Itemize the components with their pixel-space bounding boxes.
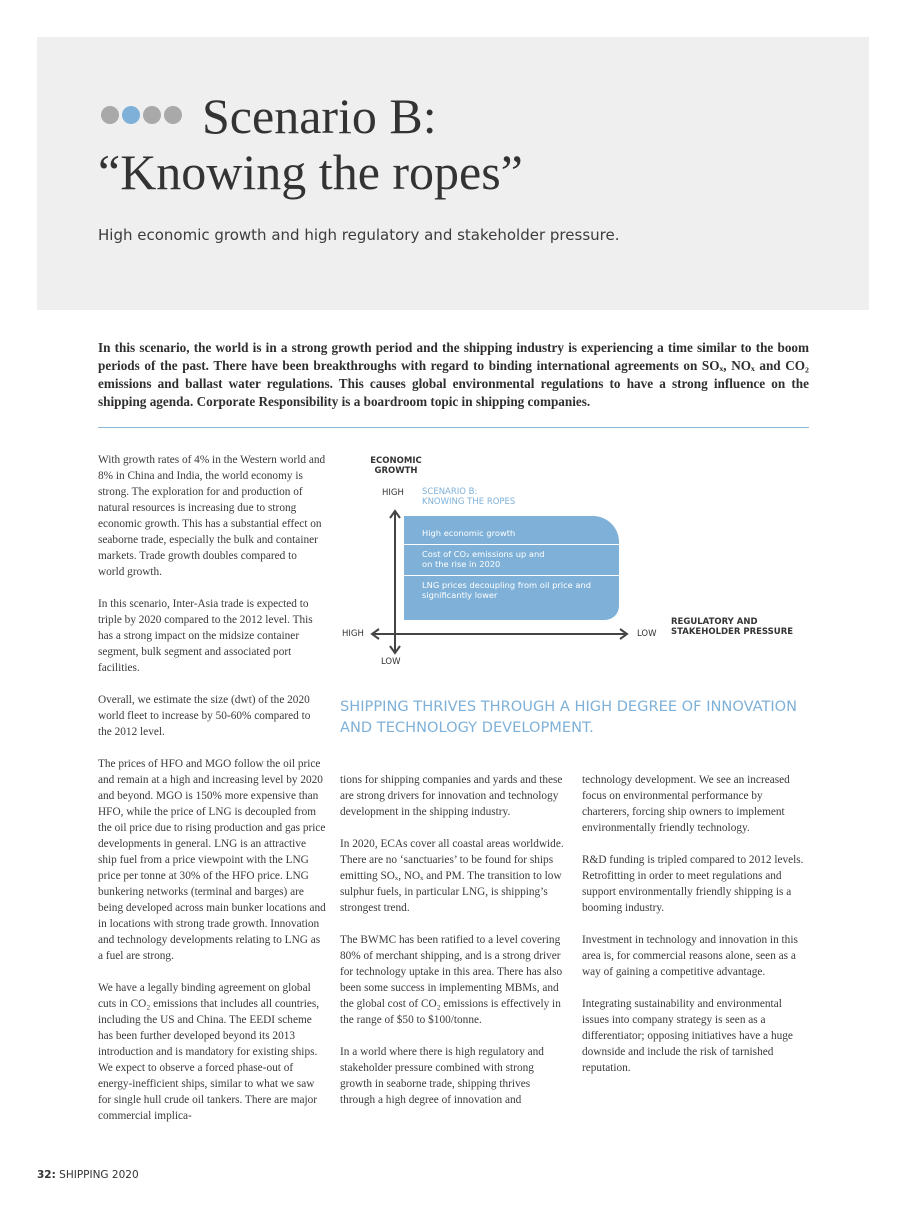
y-axis-high-label: HIGH	[382, 488, 404, 498]
scenario-separator	[404, 575, 619, 576]
paragraph: Overall, we estimate the size (dwt) of the 2020 world fleet to increase by 50-60% compared to the 2012 level.	[98, 694, 311, 738]
paragraph: In 2020, ECAs cover all coastal areas worldwide. There are no ‘sanctuaries’ to be found for ships emitting SOₓ, NOₓ and PM. The transition to low sulphur fuels, in particular LNG, is shipping’s strongest trend.	[340, 838, 564, 914]
page-footer	[37, 1169, 139, 1181]
scenario-box	[404, 516, 619, 620]
paragraph: R&D funding is tripled compared to 2012 levels. Retrofitting in order to meet regulations and support environmentally friendly shipping is a booming industry.	[582, 854, 804, 914]
page-title	[98, 88, 523, 200]
scenario-point: Cost of CO₂ emissions up and on the rise in 2020	[422, 549, 545, 569]
paragraph: The prices of HFO and MGO follow the oil price and remain at a high and increasing level by 2020 and beyond. MGO is 150% more expensive than HFO, while the price of LNG is decoupled from the oil price due to rising production and gas price developments in general. LNG is an attractive ship fuel from a price viewpoint with the LNG price per tonne at 30% of the HFO price. LNG bunkering networks (terminal and barges) are being developed across main bunker locations and in locations with strong trade growth. Innovation and technology developments relating to LNG as a fuel are strong.	[98, 758, 326, 962]
x-axis-high-label: HIGH	[342, 629, 364, 639]
scenario-separator	[404, 544, 619, 545]
paragraph: With growth rates of 4% in the Western world and 8% in China and India, the world economy is strong. The exploration for and production of natural resources is increasing due to strong economic growth. This has a substantial effect on seaborne trade, especially the bulk and container markets. Trade growth doubles compared to world growth.	[98, 454, 326, 578]
paragraph: In this scenario, Inter-Asia trade is expected to triple by 2020 compared to the 2012 level. This has a strong impact on the midsize container segment, bulk segment and associated port facilities.	[98, 598, 313, 674]
page-subtitle: High economic growth and high regulatory and stakeholder pressure.	[98, 226, 620, 244]
pull-quote: SHIPPING THRIVES THROUGH A HIGH DEGREE OF INNOVATION AND TECHNOLOGY DEVELOPMENT.	[340, 698, 798, 736]
column-3	[582, 772, 810, 1092]
paragraph: The BWMC has been ratified to a level covering 80% of merchant shipping, and is a strong driver for technology uptake in this area. There has also been some success in implementing MBMs, and the global cost of CO₂ emissions is effectively in the range of $50 to $100/tonne.	[340, 934, 563, 1026]
scenario-point: LNG prices decoupling from oil price and significantly lower	[422, 580, 591, 600]
scenario-label: SCENARIO B: KNOWING THE ROPES	[422, 487, 516, 507]
paragraph: Investment in technology and innovation in this area is, for commercial reasons alone, seen as a way of gaining a competitive advantage.	[582, 934, 798, 978]
scenario-chart	[338, 450, 808, 680]
y-axis-low-label: LOW	[381, 657, 401, 667]
column-2	[340, 772, 568, 1124]
column-1-bottom	[98, 756, 326, 1140]
x-axis-title: REGULATORY AND STAKEHOLDER PRESSURE	[671, 617, 794, 637]
paragraph: tions for shipping companies and yards and these are strong drivers for innovation and technology development in the shipping industry.	[340, 774, 563, 818]
page-number: 32:	[37, 1169, 56, 1181]
paragraph: technology development. We see an increased focus on environmental performance by charterers, forcing ship owners to implement environmentally friendly technology.	[582, 774, 790, 834]
section-divider	[98, 427, 809, 428]
paragraph: In a world where there is high regulatory and stakeholder pressure combined with strong growth in seaborne trade, shipping thrives through a high degree of innovation and	[340, 1046, 544, 1106]
intro-paragraph: In this scenario, the world is in a strong growth period and the shipping industry is experiencing a time similar to the boom periods of the past. There have been breakthroughs with regard to binding international agreements on SOₓ, NOₓ and CO₂ emissions and ballast water regulations. This causes global environmental regulations to have a strong influence on the shipping agenda. Corporate Responsibility is a boardroom topic in shipping companies.	[98, 340, 809, 409]
paragraph: We have a legally binding agreement on global cuts in CO₂ emissions that includes all countries, including the US and China. The EEDI scheme has been further developed beyond its 2013 introduction and is mandatory for existing ships. We expect to observe a forced phase-out of energy-inefficient ships, similar to what we saw for single hull crude oil tankers. There are major commercial implica-	[98, 982, 320, 1122]
column-1-top	[98, 452, 326, 756]
scenario-point: High economic growth	[422, 528, 516, 538]
title-line-2: “Knowing the ropes”	[98, 144, 523, 200]
y-axis-title: ECONOMIC GROWTH	[370, 456, 422, 476]
publication-name: SHIPPING 2020	[59, 1169, 139, 1181]
x-axis-low-label: LOW	[637, 629, 657, 639]
title-line-1: Scenario B:	[202, 88, 437, 144]
paragraph: Integrating sustainability and environmental issues into company strategy is seen as a differentiator; opposing initiatives have a huge downside and include the risk of tarnished reputation.	[582, 998, 793, 1074]
